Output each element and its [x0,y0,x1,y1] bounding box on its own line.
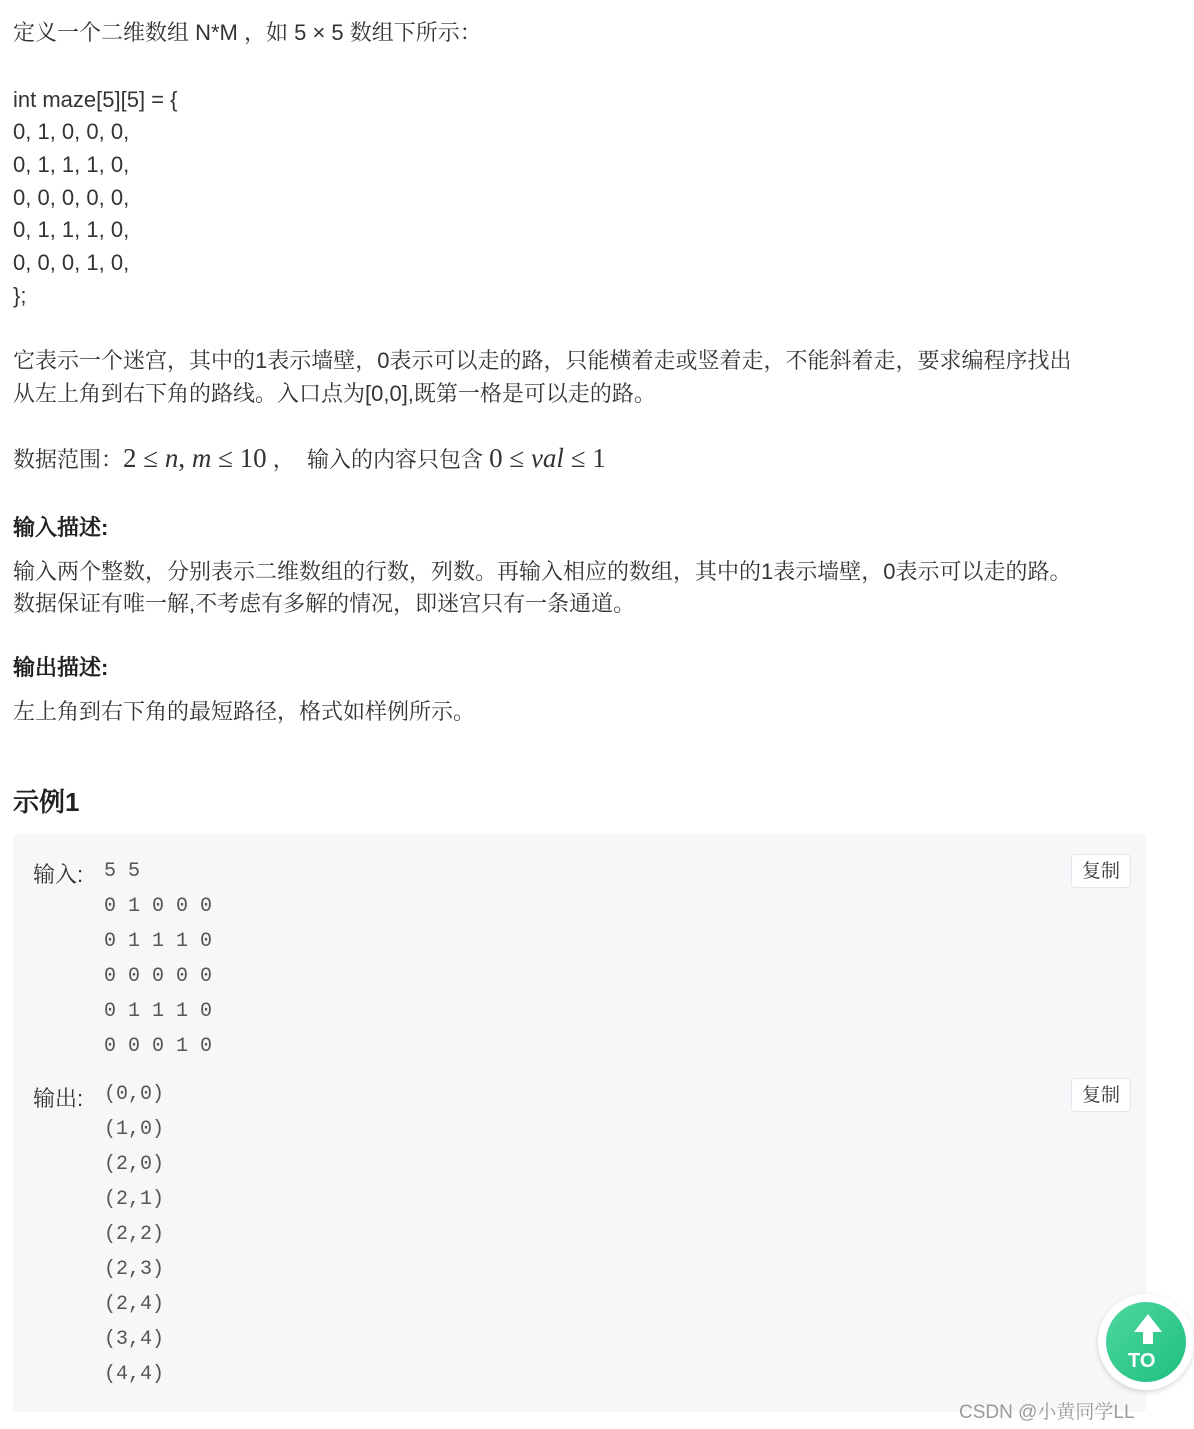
range-math-2 [489,443,606,473]
output-label: 输出: [33,1086,84,1111]
input-description-line: 输入两个整数，分别表示二维数组的行数，列数。再输入相应的数组，其中的1表示墙壁，0表示可以走的路。 [13,559,1072,584]
example-output[interactable]: (0,0) (1,0) (2,0) (2,1) (2,2) (2,3) (2,4) (3,4) (4,4) [104,1083,165,1386]
math-var: val [530,443,564,473]
example-title: 示例1 [13,787,80,817]
range-separator: ， 输入的内容只包含 [266,447,490,472]
math-var: m [191,443,212,473]
range-label: 数据范围： [13,447,124,472]
watermark: CSDN @小黄同学LL [959,1402,1135,1423]
back-to-top-circle [1106,1302,1186,1382]
input-label: 输入: [33,862,84,887]
code-row: 0, 0, 0, 1, 0, [13,250,130,275]
range-math-1 [123,443,267,473]
example-input[interactable]: 5 5 0 1 0 0 0 0 1 1 1 0 0 0 0 0 0 0 1 1 1 0 0 0 0 1 0 [104,860,213,1058]
back-to-top-label: TO [1128,1350,1156,1372]
description-line: 它表示一个迷宫，其中的1表示墙壁，0表示可以走的路，只能横着走或竖着走，不能斜着走，要求编程序找出 [13,348,1072,373]
math-var: n [164,443,179,473]
math-text: 2 ≤ [123,443,165,473]
output-heading: 输出描述: [13,655,109,680]
code-declaration: int maze[5][5] = { [13,87,178,112]
intro-text: 定义一个二维数组 N*M ，如 5 × 5 数组下所示： [13,20,482,45]
math-text: 0 ≤ [489,443,531,473]
output-description-line: 左上角到右下角的最短路径，格式如样例所示。 [13,699,476,724]
copy-output-button[interactable]: 复制 [1071,1078,1131,1112]
code-row: 0, 1, 1, 1, 0, [13,152,130,177]
code-row: 0, 1, 1, 1, 0, [13,217,130,242]
code-closing: }; [13,283,27,308]
math-text: , [178,443,192,473]
description-line: 从左上角到右下角的路线。入口点为[0,0],既第一格是可以走的路。 [13,381,656,406]
input-description-line: 数据保证有唯一解,不考虑有多解的情况，即迷宫只有一条通道。 [13,591,636,616]
code-row: 0, 0, 0, 0, 0, [13,185,130,210]
input-heading: 输入描述: [13,515,109,540]
copy-input-button[interactable]: 复制 [1071,854,1131,888]
code-row: 0, 1, 0, 0, 0, [13,119,130,144]
back-to-top-button[interactable] [1098,1294,1194,1390]
arrow-up-stem [1143,1328,1153,1344]
math-text: ≤ 10 [211,443,267,473]
data-range [13,442,606,476]
math-text: ≤ 1 [563,443,606,473]
example-box [13,834,1146,1412]
